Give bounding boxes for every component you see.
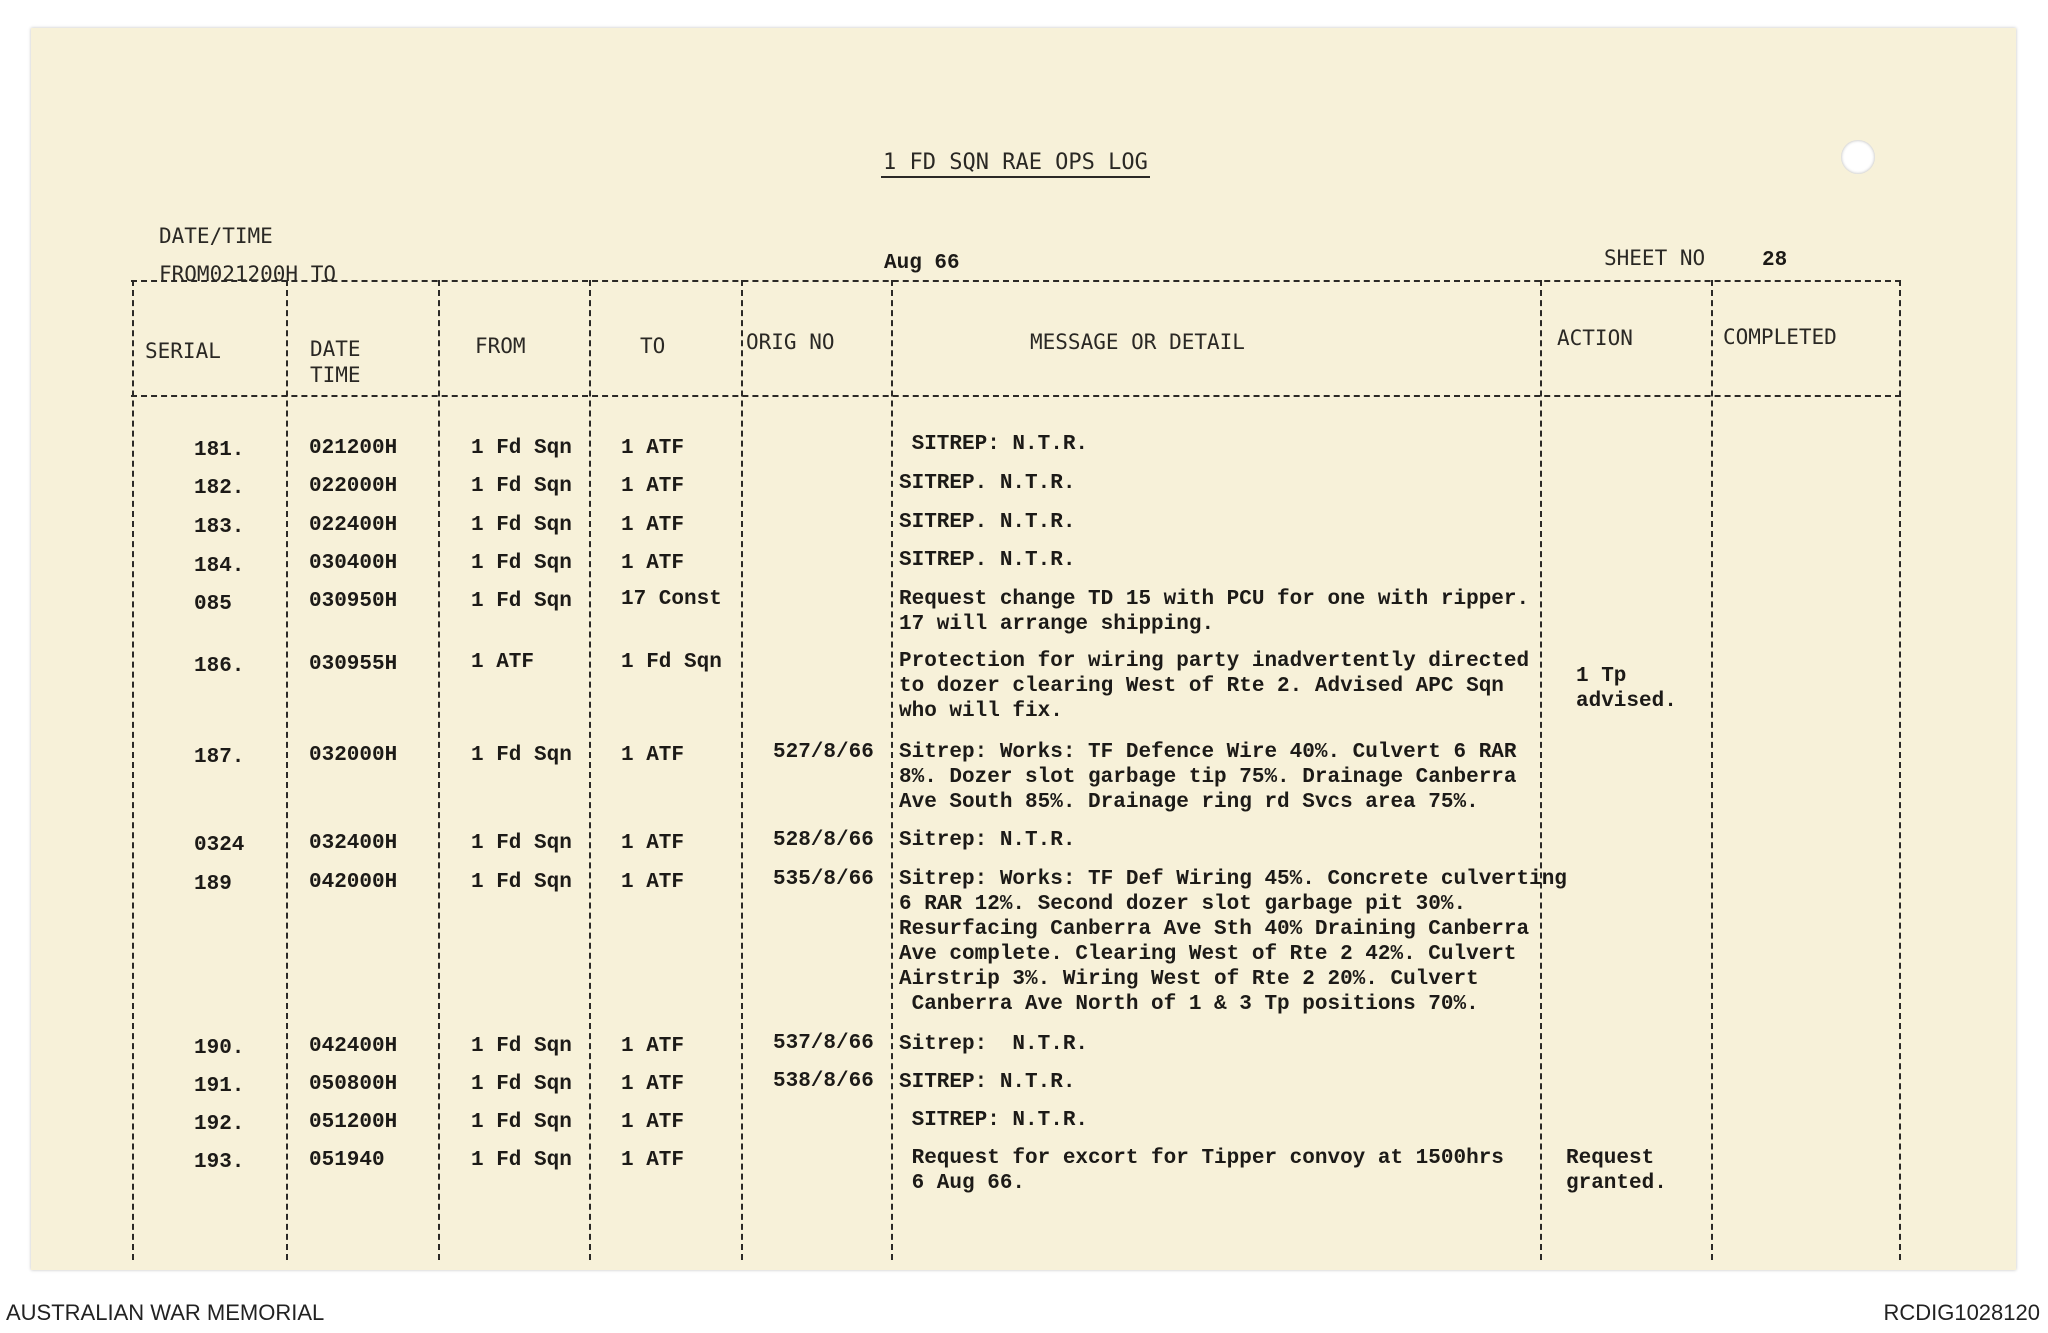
row-from: 1 Fd Sqn (471, 832, 572, 855)
row-to: 1 ATF (621, 744, 685, 767)
row-from: 1 Fd Sqn (471, 437, 572, 460)
row-serial: 182. (194, 477, 245, 500)
row-message: SITREP: N.T.R. (899, 433, 1089, 456)
row-from: 1 Fd Sqn (471, 871, 572, 894)
from-label: FROM021200H TO (159, 262, 337, 286)
document-title: 1 FD SQN RAE OPS LOG (881, 151, 1150, 178)
footer-archive-name: AUSTRALIAN WAR MEMORIAL (6, 1300, 325, 1325)
column-divider (438, 280, 440, 1260)
date-time-label: DATE/TIME (159, 224, 273, 248)
row-to: 1 ATF (621, 1111, 685, 1134)
row-datetime: 032400H (309, 832, 398, 855)
row-to: 1 ATF (621, 475, 685, 498)
table-top-border (131, 280, 1901, 282)
sheet-no-label: SHEET NO (1604, 246, 1706, 270)
header-time: TIME (310, 363, 361, 387)
row-action: 1 Tp advised. (1576, 665, 1677, 713)
row-message: SITREP. N.T.R. (899, 472, 1076, 495)
row-datetime: 050800H (309, 1073, 398, 1096)
row-to: 1 ATF (621, 832, 685, 855)
row-message: SITREP: N.T.R. (899, 1071, 1076, 1094)
row-orig-no: 528/8/66 (773, 829, 874, 852)
row-message: Request change TD 15 with PCU for one with ripper. 17 will arrange shipping. (899, 588, 1530, 636)
row-serial: 0324 (194, 834, 245, 857)
column-divider (891, 280, 893, 1260)
row-datetime: 042400H (309, 1035, 398, 1058)
row-message: SITREP: N.T.R. (899, 1109, 1089, 1132)
header-completed: COMPLETED (1723, 325, 1837, 349)
row-datetime: 051200H (309, 1111, 398, 1134)
row-serial: 193. (194, 1151, 245, 1174)
row-orig-no: 535/8/66 (773, 868, 874, 891)
punch-hole (1841, 140, 1875, 174)
row-datetime: 030400H (309, 552, 398, 575)
row-datetime: 051940 (309, 1149, 385, 1172)
row-message: Protection for wiring party inadvertently directed to dozer clearing West of Rte 2. Advised APC Sqn who will fix. (899, 650, 1530, 723)
row-from: 1 Fd Sqn (471, 475, 572, 498)
row-to: 1 ATF (621, 552, 685, 575)
row-from: 1 Fd Sqn (471, 514, 572, 537)
row-to: 1 ATF (621, 514, 685, 537)
row-to: 1 ATF (621, 1149, 685, 1172)
row-serial: 189 (194, 873, 232, 896)
row-serial: 184. (194, 555, 245, 578)
row-serial: 191. (194, 1075, 245, 1098)
row-to: 1 ATF (621, 1035, 685, 1058)
header-action: ACTION (1557, 326, 1633, 350)
column-divider (286, 280, 288, 1260)
row-serial: 181. (194, 439, 245, 462)
column-divider (132, 280, 134, 1260)
header-message: MESSAGE OR DETAIL (1030, 330, 1245, 354)
row-from: 1 Fd Sqn (471, 1149, 572, 1172)
row-serial: 183. (194, 516, 245, 539)
row-from: 1 Fd Sqn (471, 1073, 572, 1096)
row-serial: 085 (194, 593, 232, 616)
row-action: Request granted. (1566, 1147, 1667, 1195)
row-serial: 192. (194, 1113, 245, 1136)
column-divider (1540, 280, 1542, 1260)
row-from: 1 Fd Sqn (471, 590, 572, 613)
row-message: Sitrep: Works: TF Def Wiring 45%. Concrete culverting 6 RAR 12%. Second dozer slot garbage pit 30%. Resurfacing Canberra Ave Sth 40% Draining Canberra Ave complete. Clearing West of Rte 2 42%. Culvert Airstrip 3%. Wiring West of Rte 2 20%. Culvert Canberra Ave North of 1 & 3 Tp positions 70%. (899, 868, 1567, 1016)
column-divider (589, 280, 591, 1260)
row-datetime: 030955H (309, 653, 398, 676)
row-datetime: 022000H (309, 475, 398, 498)
row-to: 17 Const (621, 588, 722, 611)
column-divider (1711, 280, 1713, 1260)
row-from: 1 Fd Sqn (471, 552, 572, 575)
row-message: SITREP. N.T.R. (899, 511, 1076, 534)
header-serial: SERIAL (145, 339, 221, 363)
row-datetime: 021200H (309, 437, 398, 460)
row-orig-no: 527/8/66 (773, 741, 874, 764)
footer-record-id: RCDIG1028120 (1883, 1300, 2040, 1325)
row-to: 1 ATF (621, 1073, 685, 1096)
sheet-no-value: 28 (1762, 249, 1788, 272)
header-date: DATE (310, 337, 361, 361)
row-to: 1 ATF (621, 871, 685, 894)
row-datetime: 022400H (309, 514, 398, 537)
row-from: 1 Fd Sqn (471, 1035, 572, 1058)
row-message: Sitrep: N.T.R. (899, 829, 1076, 852)
column-divider (1899, 280, 1901, 1260)
row-from: 1 Fd Sqn (471, 744, 572, 767)
row-to: 1 Fd Sqn (621, 651, 722, 674)
row-serial: 186. (194, 655, 245, 678)
header-from: FROM (475, 334, 526, 358)
header-orig-no: ORIG NO (746, 330, 835, 354)
row-from: 1 Fd Sqn (471, 1111, 572, 1134)
header-to: TO (640, 334, 666, 358)
row-orig-no: 538/8/66 (773, 1070, 874, 1093)
row-serial: 187. (194, 746, 245, 769)
log-sheet (31, 28, 2016, 1270)
row-message: Sitrep: N.T.R. (899, 1033, 1089, 1056)
table-header-border (131, 395, 1901, 397)
column-divider (741, 280, 743, 1260)
row-message: Sitrep: Works: TF Defence Wire 40%. Culvert 6 RAR 8%. Dozer slot garbage tip 75%. Drainage Canberra Ave South 85%. Drainage ring rd Svcs area 75%. (899, 741, 1517, 814)
row-datetime: 032000H (309, 744, 398, 767)
month-label: Aug 66 (884, 252, 960, 275)
row-serial: 190. (194, 1037, 245, 1060)
row-message: SITREP. N.T.R. (899, 549, 1076, 572)
row-to: 1 ATF (621, 437, 685, 460)
row-datetime: 030950H (309, 590, 398, 613)
row-orig-no: 537/8/66 (773, 1032, 874, 1055)
row-datetime: 042000H (309, 871, 398, 894)
row-from: 1 ATF (471, 651, 535, 674)
row-message: Request for excort for Tipper convoy at 1500hrs 6 Aug 66. (911, 1147, 1504, 1195)
